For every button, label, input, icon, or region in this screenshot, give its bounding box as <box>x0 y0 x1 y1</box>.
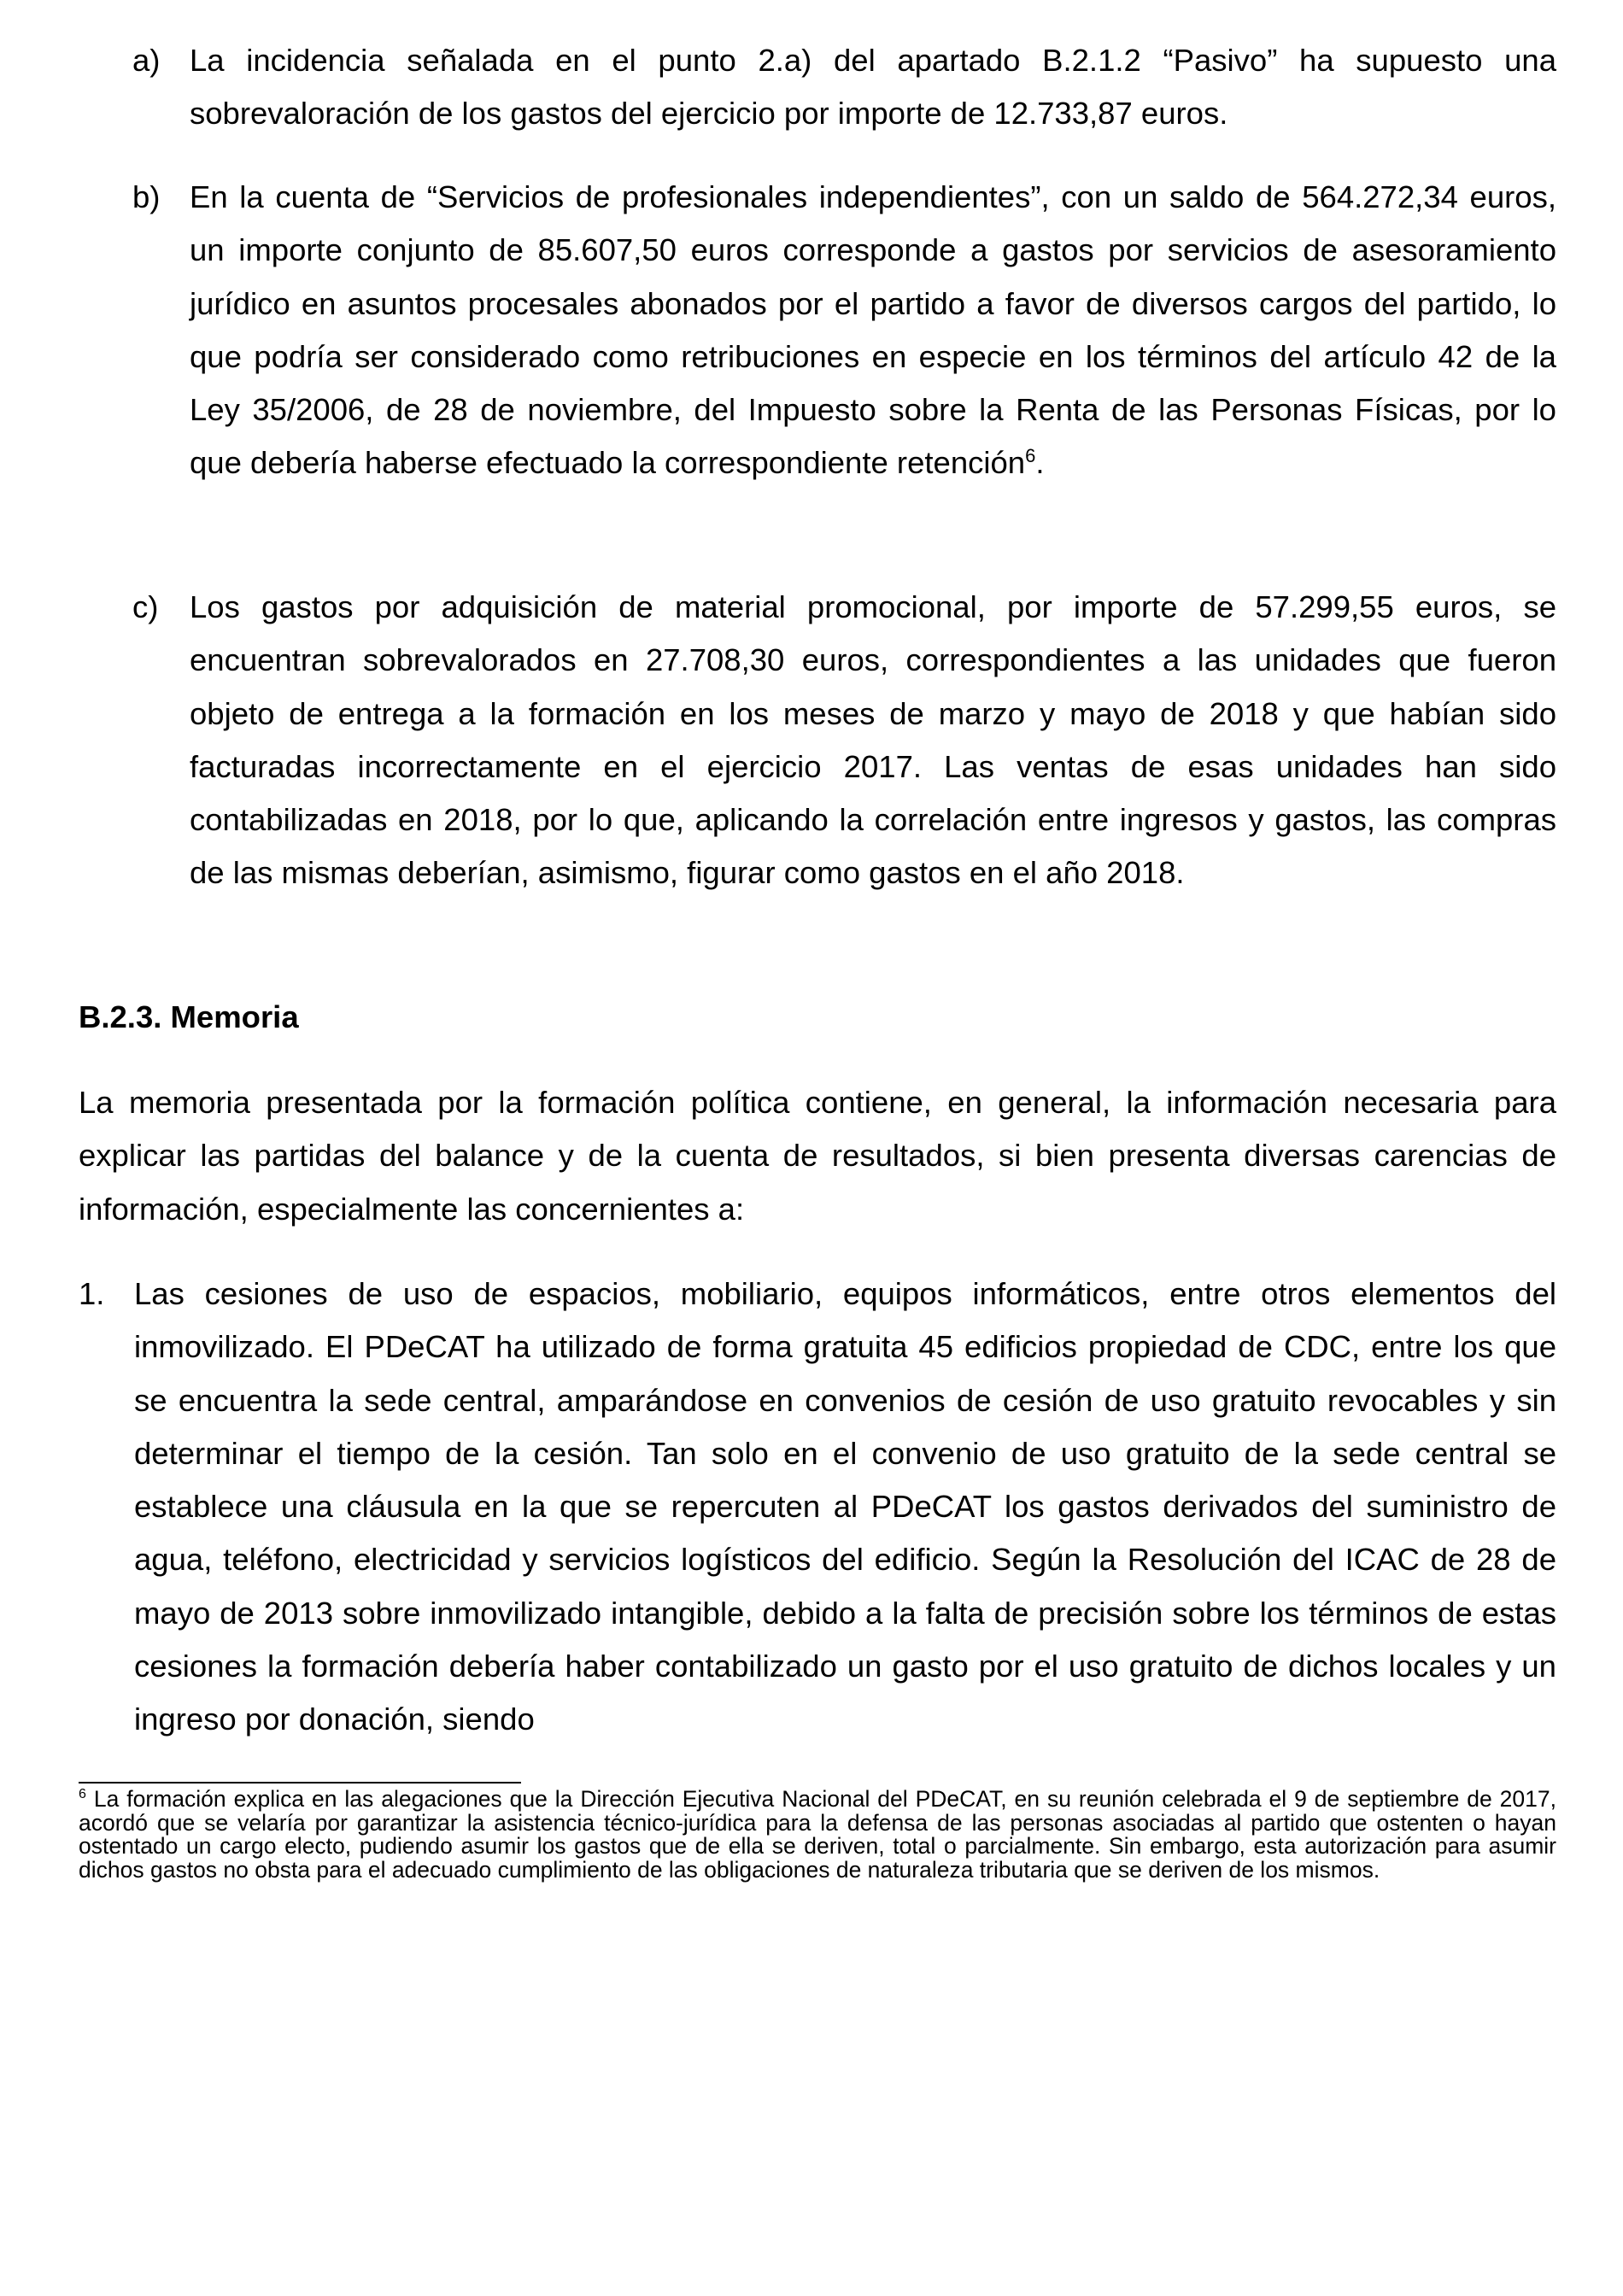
intro-paragraph: La memoria presentada por la formación política contiene, en general, la información necesaria para explicar las partidas del balance y de la cuenta de resultados, si bien presenta diversas carencias de información, especialmente las concernientes a: <box>79 1085 1556 1227</box>
section-heading: B.2.3. Memoria <box>79 999 299 1034</box>
list-item-text: Los gastos por adquisición de material promocional, por importe de 57.299,55 euros, se encuentran sobrevalorados en 27.708,30 euros, correspondientes a las unidades que fueron objeto de entrega a la formación en los meses de marzo y mayo de 2018 y que habían sido facturadas incorrectamente en el ejercicio 2017. Las ventas de esas unidades han sido contabilizadas en 2018, por lo que, aplicando la correlación entre ingresos y gastos, las compras de las mismas deberían, asimismo, figurar como gastos en el año 2018. <box>190 589 1556 891</box>
list-item-end-punct: . <box>1035 445 1045 481</box>
list-marker: 1. <box>79 1276 105 1311</box>
list-marker: c) <box>132 589 159 624</box>
list-item-body: En la cuenta de “Servicios de profesionales independientes”, con un saldo de 564.272,34 euros, un importe conjunto de 85.607,50 euros corresponde a gastos por servicios de asesoramiento jurídico en asuntos procesales abonados por el partido a favor de diversos cargos del partido, lo que podría ser considerado como retribuciones en especie en los términos del artículo 42 de la Ley 35/2006, de 28 de noviembre, del Impuesto sobre la Renta de las Personas Físicas, por lo que debería haberse efectuado la correspondiente retención <box>190 179 1556 481</box>
list-marker: b) <box>132 179 161 214</box>
footnote <box>79 1788 1556 1882</box>
list-item-text: La incidencia señalada en el punto 2.a) del apartado B.2.1.2 “Pasivo” ha supuesto una sobrevaloración de los gastos del ejercicio por importe de 12.733,87 euros. <box>190 43 1556 132</box>
list-marker: a) <box>132 43 161 78</box>
footnote-text: La formación explica en las alegaciones que la Dirección Ejecutiva Nacional del PDeCAT, en su reunión celebrada el 9 de septiembre de 2017, acordó que se velaría por garantizar la asistencia técnico-jurídica para la defensa de las personas asociadas al partido que ostenten o hayan ostentado un cargo electo, pudiendo asumir los gastos que de ella se deriven, total o parcialmente. Sin embargo, esta autorización para asumir dichos gastos no obsta para el adecuado cumplimiento de las obligaciones de naturaleza tributaria que se deriven de los mismos. <box>79 1786 1556 1883</box>
list-item-text: Las cesiones de uso de espacios, mobiliario, equipos informáticos, entre otros elementos del inmovilizado. El PDeCAT ha utilizado de forma gratuita 45 edificios propiedad de CDC, entre los que se encuentra la sede central, amparándose en convenios de cesión de uso gratuito revocables y sin determinar el tiempo de la cesión. Tan solo en el convenio de uso gratuito de la sede central se establece una cláusula en la que se repercuten al PDeCAT los gastos derivados del suministro de agua, teléfono, electricidad y servicios logísticos del edificio. Según la Resolución del ICAC de 28 de mayo de 2013 sobre inmovilizado intangible, debido a la falta de precisión sobre los términos de estas cesiones la formación debería haber contabilizado un gasto por el uso gratuito de dichos locales y un ingreso por donación, siendo <box>134 1276 1556 1737</box>
footnote-reference[interactable]: 6 <box>1025 445 1036 467</box>
footnote-number: 6 <box>79 1787 86 1802</box>
list-item-text <box>190 171 1556 490</box>
footnote-separator <box>79 1782 521 1784</box>
